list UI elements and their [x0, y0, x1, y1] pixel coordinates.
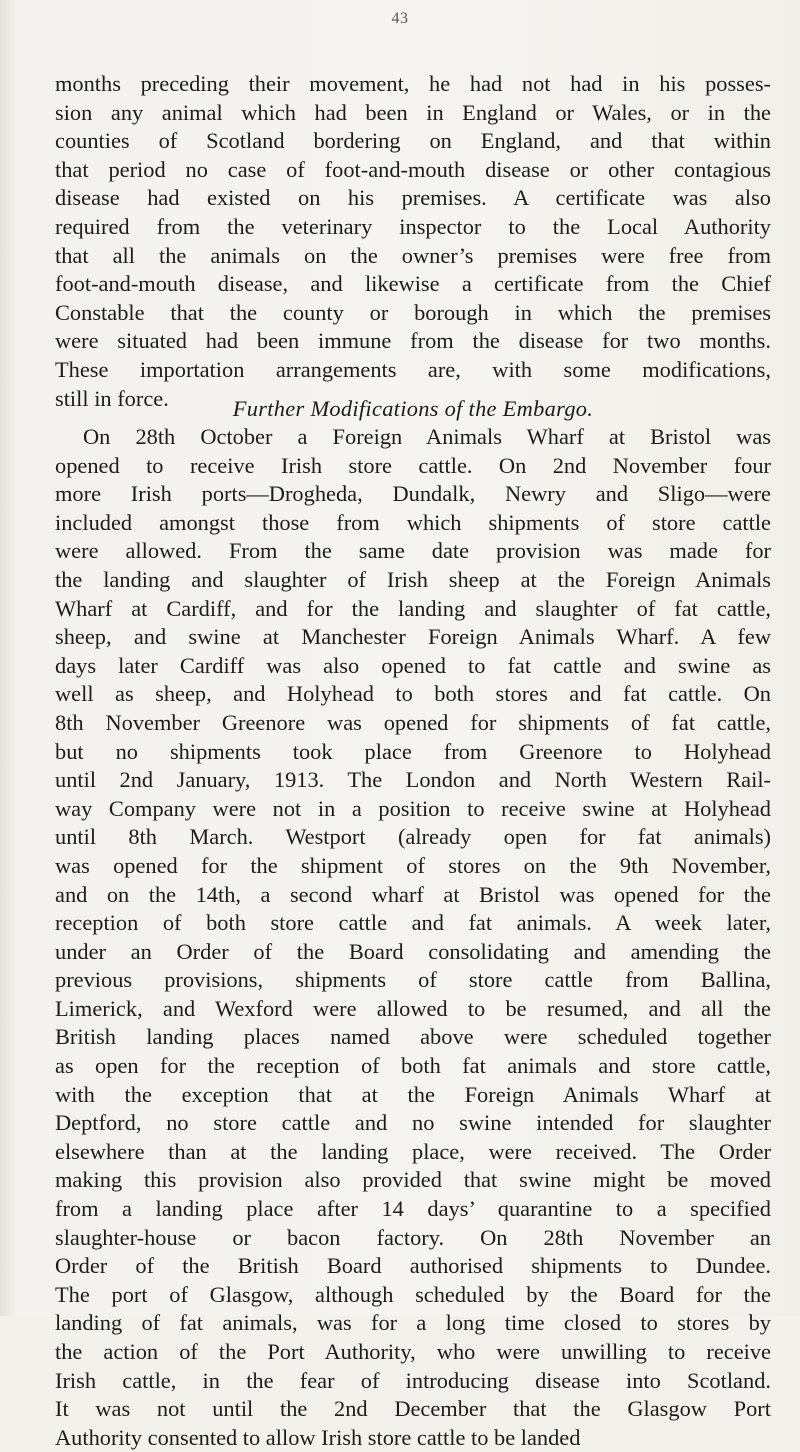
text-line: were situated had been immune from the disease for two months.	[55, 328, 771, 354]
paragraph-further-modifications	[55, 423, 771, 1452]
text-line: were allowed. From the same date provision was made for	[55, 538, 771, 564]
text-line: making this provision also provided that swine might be moved	[55, 1167, 771, 1193]
text-line: sheep, and swine at Manchester Foreign Animals Wharf. A few	[55, 624, 771, 650]
text-line: that period no case of foot-and-mouth disease or other contagious	[55, 156, 771, 182]
text-line: required from the veterinary inspector to the Local Authority	[55, 213, 771, 239]
paragraph-preceding-text	[55, 70, 771, 413]
text-line: was opened for the shipment of stores on the 9th November,	[55, 852, 771, 878]
section-heading: Further Modifications of the Embargo.	[232, 396, 594, 421]
text-line: the landing and slaughter of Irish sheep at the Foreign Animals	[55, 566, 771, 592]
text-line: Deptford, no store cattle and no swine intended for slaughter	[55, 1110, 771, 1136]
text-line: way Company were not in a position to receive swine at Holyhead	[55, 795, 771, 821]
text-line: Wharf at Cardiff, and for the landing and slaughter of fat cattle,	[55, 595, 771, 621]
text-line: disease had existed on his premises. A certificate was also	[55, 185, 771, 211]
text-line: until 2nd January, 1913. The London and North Western Rail-	[55, 767, 771, 793]
text-line: Order of the British Board authorised shipments to Dundee.	[55, 1253, 771, 1279]
text-line: counties of Scotland bordering on England, and that within	[55, 128, 771, 154]
text-line: opened to receive Irish store cattle. On 2nd November four	[55, 452, 771, 478]
text-line: as open for the reception of both fat animals and store cattle,	[55, 1053, 771, 1079]
page-edge-shadow	[0, 0, 16, 1316]
text-line: landing of fat animals, was for a long time closed to stores by	[55, 1310, 771, 1336]
text-line: elsewhere than at the landing place, were received. The Order	[55, 1138, 771, 1164]
text-line: reception of both store cattle and fat animals. A week later,	[55, 910, 771, 936]
text-line: Limerick, and Wexford were allowed to be resumed, and all the	[55, 995, 771, 1021]
text-line: months preceding their movement, he had not had in his posses-	[55, 71, 771, 96]
text-line: foot-and-mouth disease, and likewise a certificate from the Chief	[55, 271, 771, 297]
text-line: days later Cardiff was also opened to fat cattle and swine as	[55, 652, 771, 678]
text-line: under an Order of the Board consolidating and amending the	[55, 938, 771, 964]
page-number: 43	[391, 10, 409, 27]
text-line: It was not until the 2nd December that the Glasgow Port	[55, 1396, 771, 1422]
text-line: the action of the Port Authority, who were unwilling to receive	[55, 1339, 771, 1364]
text-line: sion any animal which had been in England or Wales, or in the	[55, 99, 771, 125]
text-line: The port of Glasgow, although scheduled by the Board for the	[55, 1281, 771, 1307]
text-line: Constable that the county or borough in which the premises	[55, 299, 771, 325]
text-line: Irish cattle, in the fear of introducing disease into Scotland.	[55, 1367, 771, 1393]
text-line: well as sheep, and Holyhead to both stores and fat cattle. On	[55, 681, 771, 707]
text-line: with the exception that at the Foreign Animals Wharf at	[55, 1081, 771, 1107]
text-line: On 28th October a Foreign Animals Wharf at Bristol was	[83, 424, 771, 449]
text-line: still in force.	[55, 385, 169, 411]
text-line: from a landing place after 14 days’ quarantine to a specified	[55, 1196, 771, 1222]
text-line: 8th November Greenore was opened for shipments of fat cattle,	[55, 709, 771, 735]
text-line: until 8th March. Westport (already open for fat animals)	[55, 824, 771, 850]
text-line: more Irish ports—Drogheda, Dundalk, Newry and Sligo—were	[55, 481, 771, 507]
text-line: slaughter-house or bacon factory. On 28th November an	[55, 1224, 771, 1250]
text-line: included amongst those from which shipments of store cattle	[55, 509, 771, 535]
text-line: and on the 14th, a second wharf at Bristol was opened for the	[55, 881, 771, 907]
text-line: but no shipments took place from Greenore to Holyhead	[55, 738, 771, 764]
text-line: previous provisions, shipments of store cattle from Ballina,	[55, 967, 771, 993]
text-line: that all the animals on the owner’s premises were free from	[55, 242, 771, 268]
text-line: Authority consented to allow Irish store cattle to be landed	[55, 1424, 581, 1450]
text-line: British landing places named above were scheduled together	[55, 1024, 771, 1050]
text-line: These importation arrangements are, with some modifications,	[55, 356, 771, 382]
